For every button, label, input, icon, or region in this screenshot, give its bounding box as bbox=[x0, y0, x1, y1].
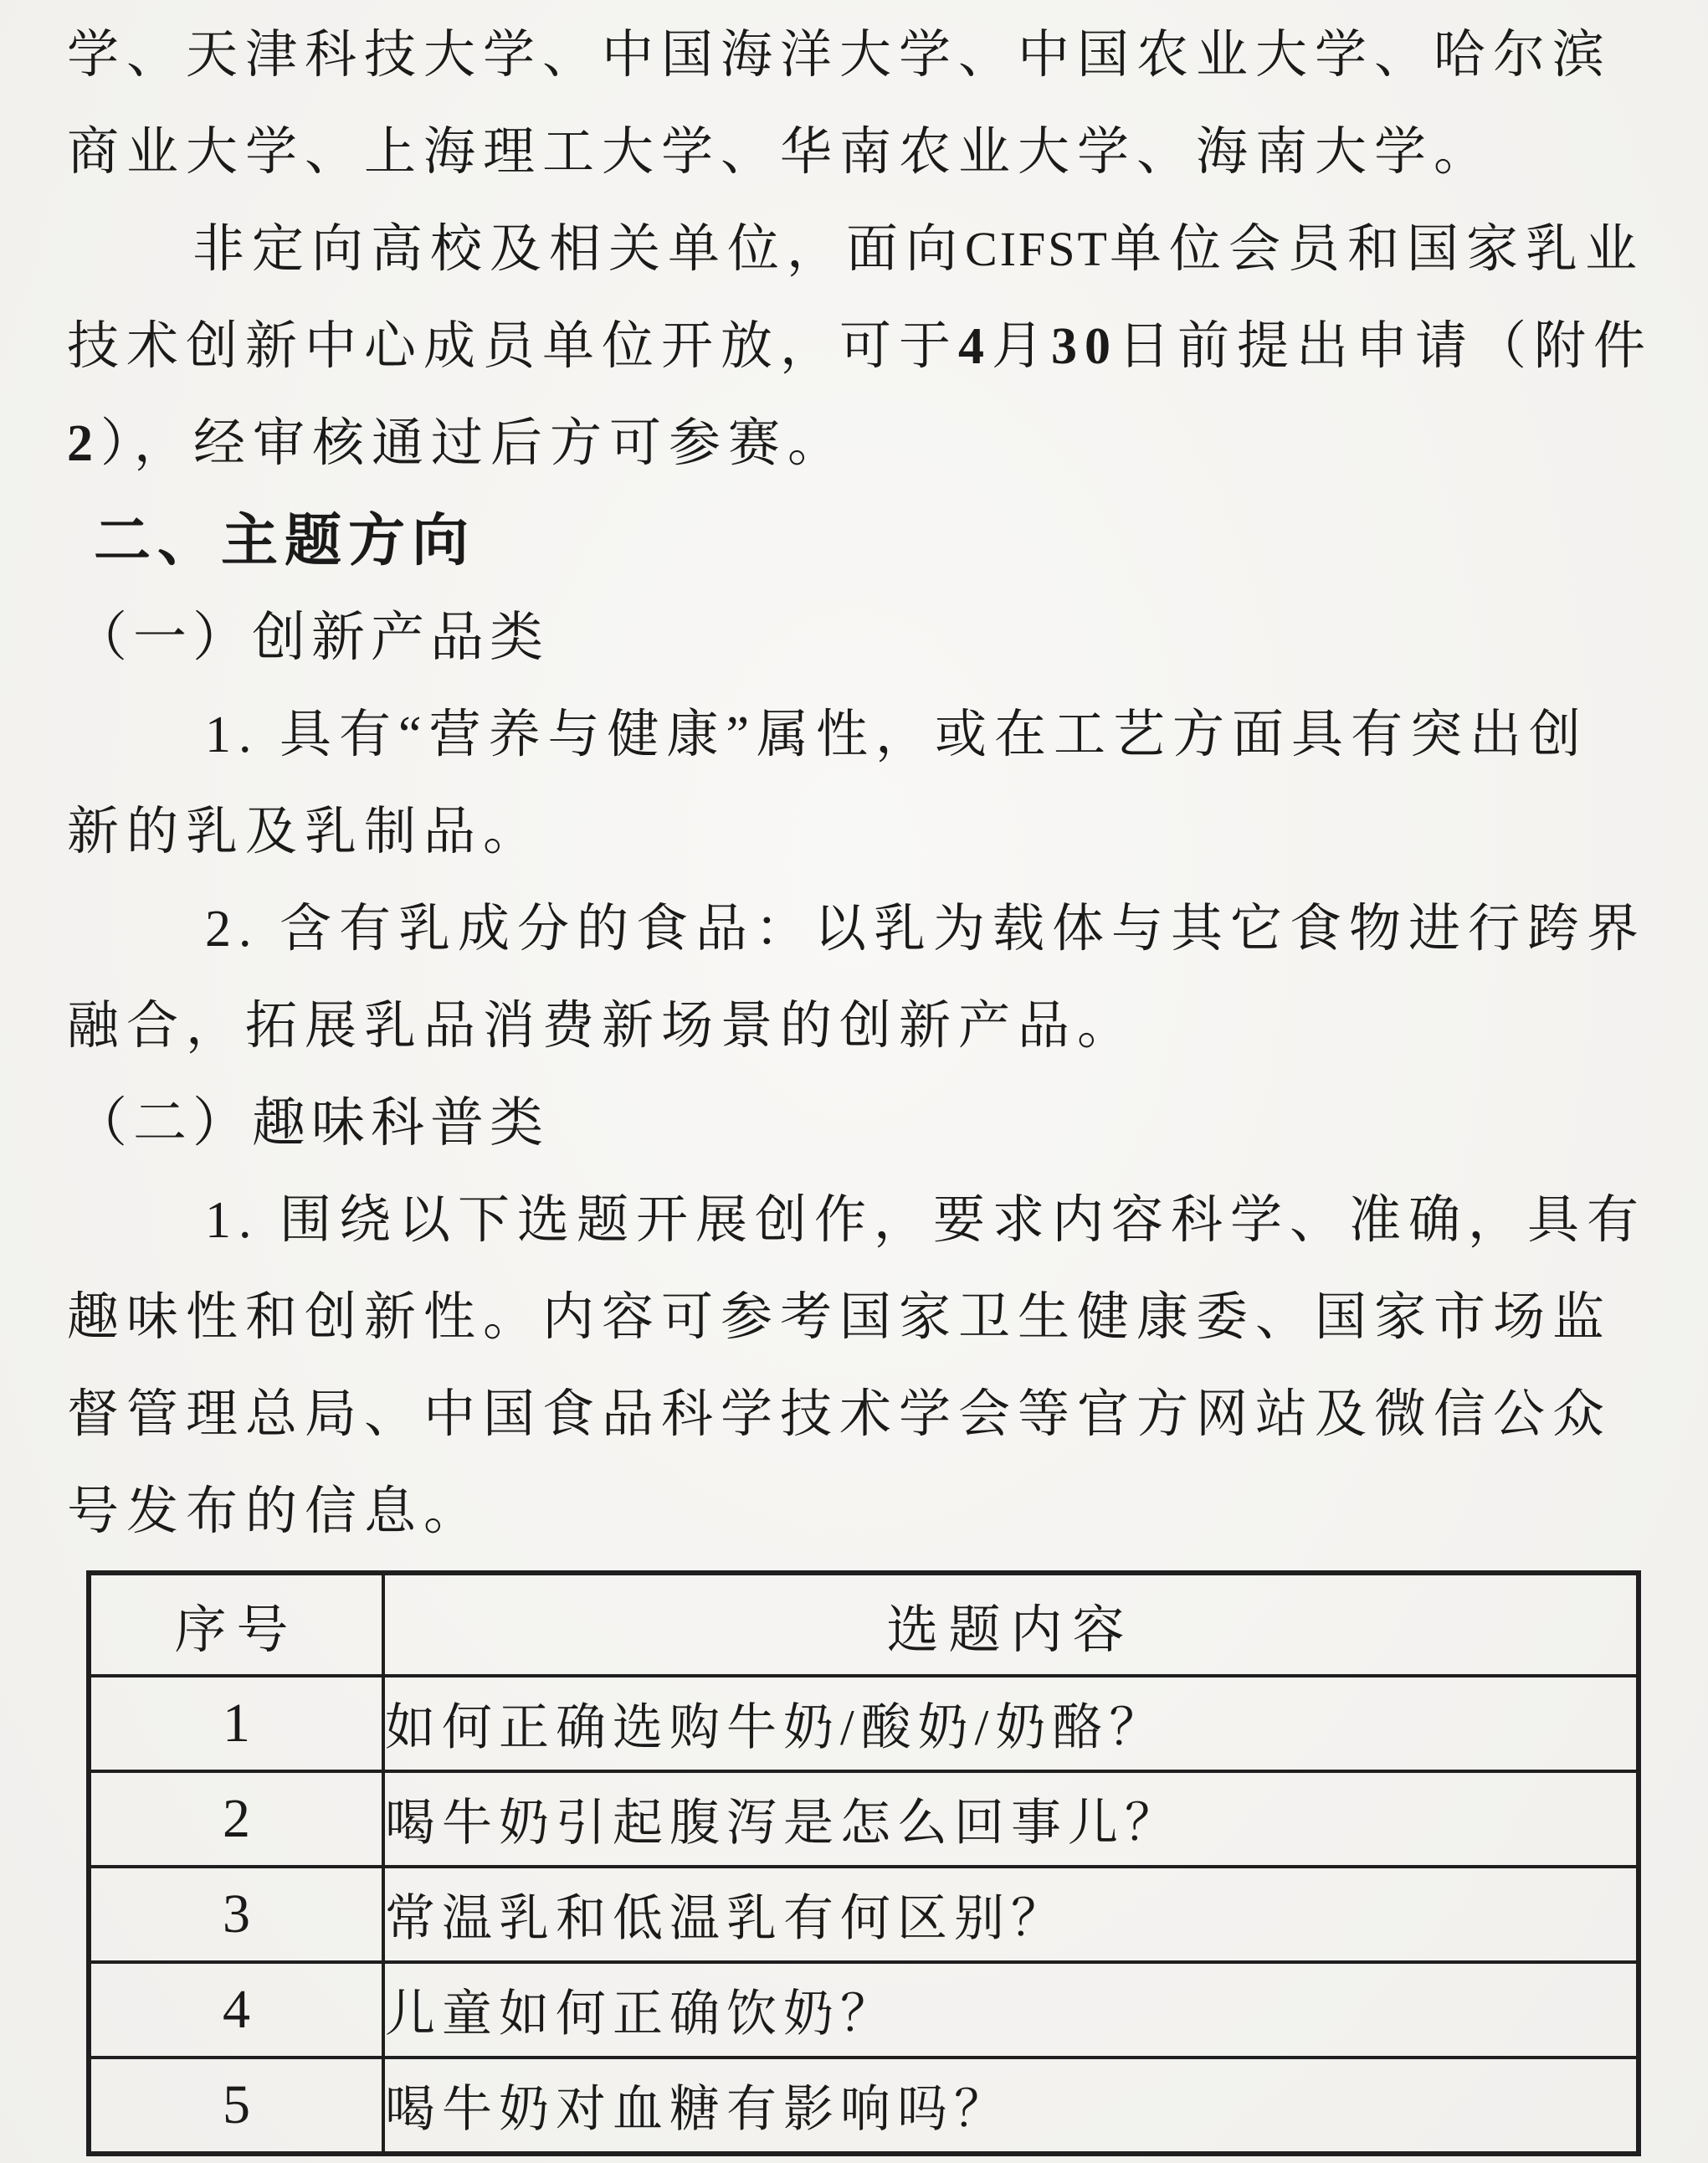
subsection-title-innovative-products: （一）创新产品类 bbox=[74, 608, 549, 667]
row-number: 3 bbox=[89, 1867, 383, 1962]
table-header-topic: 选题内容 bbox=[383, 1573, 1639, 1676]
attachment-number: 2 bbox=[67, 415, 100, 472]
products-item-1-line-2: 新的乳及乳制品。 bbox=[67, 804, 543, 861]
table-header-number: 序号 bbox=[89, 1573, 383, 1676]
topic-text: 如何正确选购牛奶/酸奶/奶酪？ bbox=[383, 1676, 1639, 1771]
text-segment: 非定向高校及相关单位，面向 bbox=[192, 221, 966, 278]
deadline-month-number: 4 bbox=[958, 318, 992, 375]
table-header-row bbox=[89, 1573, 1639, 1676]
products-item-2-line-2: 融合，拓展乳品消费新场景的创新产品。 bbox=[67, 998, 1137, 1055]
text-segment: 技术创新中心成员单位开放，可于 bbox=[67, 318, 959, 375]
table-row bbox=[89, 1962, 1639, 2058]
products-item-1-line-1: 1. 具有“营养与健康”属性，或在工艺方面具有突出创 bbox=[205, 706, 1589, 763]
table-row bbox=[89, 2058, 1639, 2154]
table-row bbox=[89, 1867, 1639, 1962]
table-row bbox=[89, 1676, 1639, 1771]
topic-text: 喝牛奶引起腹泻是怎么回事儿？ bbox=[383, 1771, 1639, 1867]
text-segment: 月 bbox=[992, 318, 1052, 375]
subsection-title-fun-science: （二）趣味科普类 bbox=[74, 1093, 549, 1153]
science-item-1-line-2: 趣味性和创新性。内容可参考国家卫生健康委、国家市场监 bbox=[67, 1289, 1613, 1346]
universities-line-2: 商业大学、上海理工大学、华南农业大学、海南大学。 bbox=[67, 124, 1494, 181]
table-row bbox=[89, 1771, 1639, 1867]
section-heading-topics: 二、主题方向 bbox=[94, 509, 476, 573]
deadline-day-number: 30 bbox=[1051, 318, 1119, 375]
science-item-1-line-4: 号发布的信息。 bbox=[67, 1483, 484, 1540]
row-number: 1 bbox=[89, 1676, 383, 1771]
text-segment: 单位会员和国家乳业 bbox=[1109, 221, 1644, 278]
universities-line-1: 学、天津科技大学、中国海洋大学、中国农业大学、哈尔滨 bbox=[67, 27, 1613, 84]
science-item-1-line-1: 1. 围绕以下选题开展创作，要求内容科学、准确，具有 bbox=[205, 1192, 1647, 1249]
topics-table bbox=[86, 1570, 1641, 2156]
row-number: 5 bbox=[89, 2058, 383, 2154]
eligibility-line-3 bbox=[67, 395, 1641, 492]
eligibility-line-1 bbox=[67, 201, 1644, 298]
row-number: 2 bbox=[89, 1771, 383, 1867]
topic-text: 喝牛奶对血糖有影响吗？ bbox=[383, 2058, 1639, 2154]
row-number: 4 bbox=[89, 1962, 383, 2058]
text-segment: ），经审核通过后方可参赛。 bbox=[100, 415, 848, 472]
eligibility-line-2 bbox=[67, 298, 1654, 395]
cifst-acronym: CIFST bbox=[965, 222, 1110, 276]
topic-text: 常温乳和低温乳有何区别？ bbox=[383, 1867, 1639, 1962]
text-segment: 日前提出申请（附件 bbox=[1118, 318, 1654, 375]
products-item-2-line-1: 2. 含有乳成分的食品：以乳为载体与其它食物进行跨界 bbox=[205, 901, 1647, 958]
science-item-1-line-3: 督管理总局、中国食品科学技术学会等官方网站及微信公众 bbox=[67, 1386, 1613, 1443]
topic-text: 儿童如何正确饮奶？ bbox=[383, 1962, 1639, 2058]
